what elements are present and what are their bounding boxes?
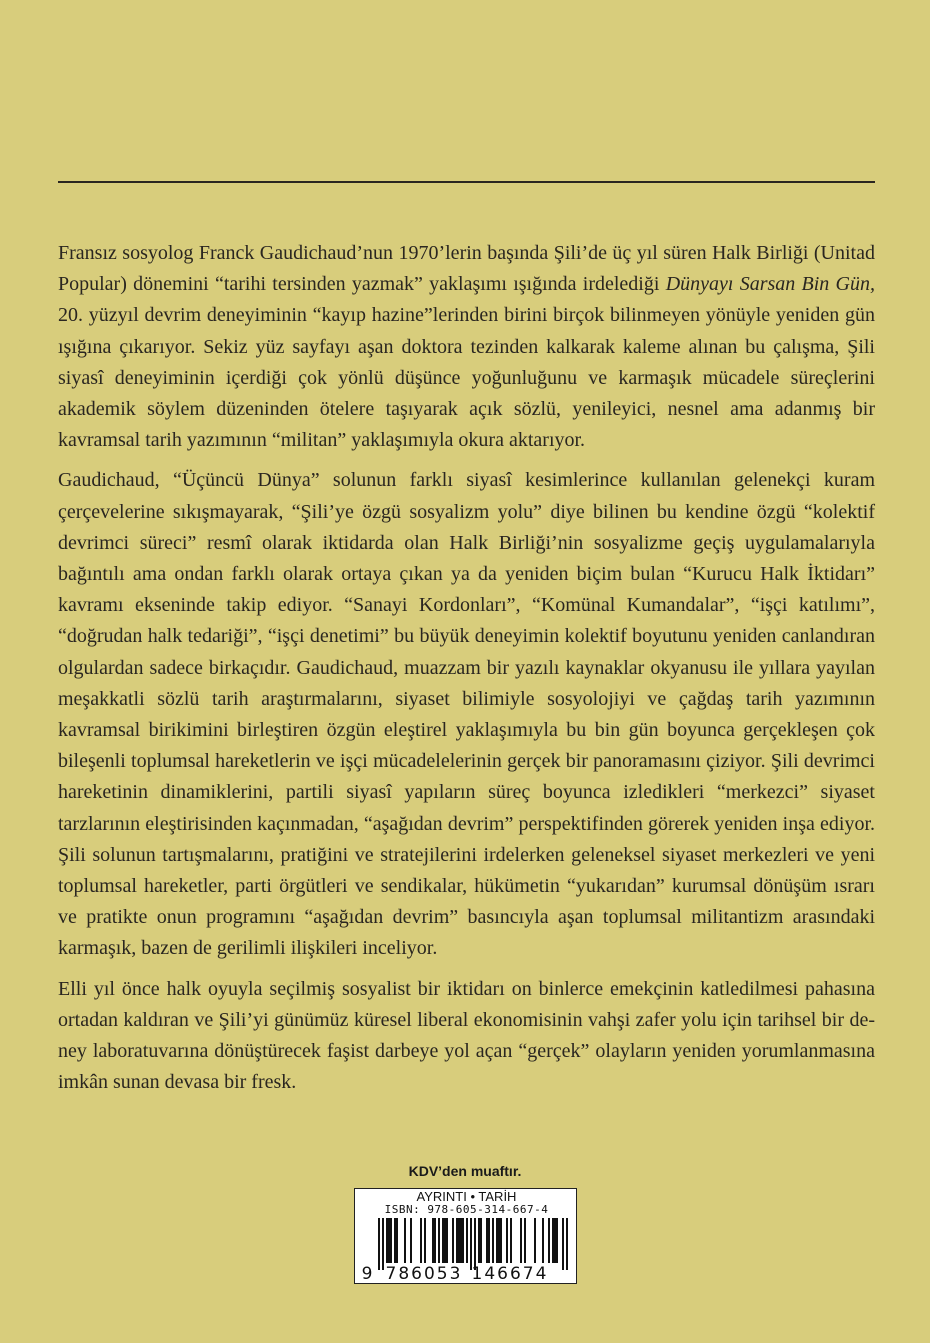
- barcode-bar: [444, 1218, 446, 1263]
- barcode-bar: [396, 1218, 398, 1263]
- blurb-paragraph-3: Elli yıl önce halk oyuyla seçilmiş sosyalist bir iktidarı on binlerce emekçinin katledilmesi pahasına ortadan kaldıran ve Şili’yi günümüz küresel liberal ekonomisinin vahşi zafer yolu için tarihsel bir deney laboratuvarına dönüştürecek faşist darbeye yol açan “gerçek” olayların yeniden yorumlanmasına imkân sunan devasa bir fresk.: [58, 977, 875, 1094]
- barcode-bar: [492, 1218, 494, 1263]
- barcode-bar: [382, 1218, 384, 1270]
- barcode-bar: [458, 1218, 460, 1263]
- top-divider-rule: [58, 181, 875, 183]
- ean13-barcode: [355, 1189, 578, 1285]
- barcode-bar: [438, 1218, 440, 1263]
- barcode-bar: [388, 1218, 390, 1263]
- barcode-bar: [394, 1218, 396, 1263]
- blurb-paragraph-1: [58, 238, 875, 456]
- barcode-bar: [420, 1218, 422, 1263]
- blurb-paragraph-2: Gaudichaud, “Üçüncü Dünya” solunun farklı siyasî kesimlerince kullanılan gelenekçi kuram çerçevelerine sıkışmayarak, “Şili’ye özgü sosyalizm yolu” diye bilinen bu kendine özgü “kolektif devrimci süreci” resmî olarak iktidarda olan Halk Birliği’nin sosyalizme geçiş uygulamalarıyla bağıntılı ama ondan farklı olarak ortaya çıkan ya da yeniden biçim bulan “Kurucu Halk İktidarı” kavramı ekseninde takip ediyor. “Sanayi Kordonları”, “Komünal Kumandalar”, “işçi katılımı”, “doğrudan halk tedariği”, “işçi denetimi” bu büyük deneyimin kolektif boyutunu yeniden canlandıran olgulardan sadece birkaçıdır. Gaudichaud, muazzam bir yazılı kaynaklar okyanusu ile yıllara yayılan meşakkatli sözlü tarih araştırmalarını, siyaset bilimiyle sosyolojiyi ve çağdaş tarih yazımının kavramsal birikimini birleştiren özgün eleştirel yaklaşımıyla bu bin gün boyunca gerçekleşen çok bileşenli toplumsal hareketlerin ve işçi mücadelelerinin gerçek bir panoramasını çiziyor. Şili devrimci hareketinin dinamiklerini, partili siyasî yapıların süreç boyunca izledikleri “merkezci” siyaset tarzlarının eleştirisinden kaçınmadan, “aşağıdan devrim” perspektifinden görerek yeniden inşa ediyor. Şili solunun tartışmalarını, pratiğini ve stratejilerini irdelerken geleneksel siyaset merkezleri ve yeni toplumsal hareketler, parti örgütleri ve sendikalar, hükümetin “yukarıdan” kurumsal dönüşüm ısrarı ve pratikte onun programını “aşağıdan devrim” basıncıyla aşan toplumsal militantizm arasındaki karmaşık, bazen de gerilimli ilişkileri inceliyor.: [58, 469, 875, 960]
- back-cover-blurb: [58, 238, 875, 1107]
- barcode-bar: [378, 1218, 380, 1270]
- barcode-bar: [480, 1218, 482, 1263]
- barcode-bars: [378, 1218, 568, 1270]
- barcode-bar: [524, 1218, 526, 1263]
- barcode-bar: [552, 1218, 554, 1263]
- barcode-bar: [424, 1218, 426, 1263]
- blurb-p1-rest: 20. yüzyıl devrim deneyiminin “kayıp hazine”lerinden birini birçok bilinmeyen yönüyle yeniden gün ışığına çıkarıyor. Sekiz yüz sayfayı aşan doktora tezinden kalkarak kaleme alınan bu çalışma, Şili siyasî deneyiminin içerdiği çok yönlü düşünce yoğunluğunu ve karmaşık mücadele süreçlerini akademik söylem düzeninden ötelere taşıyarak açık sözlü, yenileyici, nesnel ama adanmış bir kavramsal tarih yazımının “militan” yaklaşımıyla okura aktarıyor.: [58, 304, 875, 452]
- barcode-bar: [474, 1218, 476, 1270]
- publisher-series-label: AYRINTI • TARİH: [416, 1189, 517, 1204]
- barcode-bar: [548, 1218, 550, 1263]
- barcode-first-digit: 9: [361, 1264, 373, 1284]
- barcode-bar: [554, 1218, 556, 1263]
- barcode-bar: [470, 1218, 472, 1270]
- tax-exempt-note: KDV’den muaftır.: [408, 1163, 522, 1179]
- barcode-bar: [446, 1218, 448, 1263]
- barcode-bar: [466, 1218, 468, 1263]
- barcode-left-digits: 786053: [385, 1264, 463, 1284]
- barcode-bar: [452, 1218, 454, 1263]
- barcode-bar: [496, 1218, 498, 1263]
- barcode-bar: [386, 1218, 388, 1263]
- barcode-bar: [486, 1218, 488, 1263]
- isbn-label: ISBN: 978-605-314-667-4: [384, 1203, 549, 1216]
- barcode-bar: [434, 1218, 436, 1263]
- barcode-bar: [506, 1218, 508, 1263]
- barcode-bar: [566, 1218, 568, 1270]
- book-title-italic: Dünyayı Sarsan Bin Gün,: [665, 273, 875, 296]
- barcode-bar: [460, 1218, 462, 1263]
- barcode-bar: [404, 1218, 406, 1263]
- barcode-bar: [500, 1218, 502, 1263]
- barcode-bar: [456, 1218, 458, 1263]
- barcode-bar: [390, 1218, 392, 1263]
- barcode-bar: [488, 1218, 490, 1263]
- barcode-bar: [534, 1218, 536, 1263]
- barcode-bar: [442, 1218, 444, 1263]
- barcode-bar: [478, 1218, 480, 1263]
- barcode-bar: [520, 1218, 522, 1263]
- barcode-bar: [542, 1218, 544, 1263]
- barcode-bar: [498, 1218, 500, 1263]
- barcode-right-digits: 146674: [471, 1264, 549, 1284]
- barcode-bar: [510, 1218, 512, 1263]
- barcode-bar: [462, 1218, 464, 1263]
- barcode-bar: [432, 1218, 434, 1263]
- blurb-p1-intro: Fransız sosyolog Franck Gaudichaud’nun 1970’lerin başında Şili’de üç yıl süren Halk Birliği (Unitad Popular) dönemini “tarihi tersinden yazmak” yaklaşımı ışığında irdelediği: [58, 242, 875, 296]
- isbn-barcode-panel: [354, 1188, 577, 1284]
- barcode-bar: [410, 1218, 412, 1263]
- barcode-bar: [556, 1218, 558, 1263]
- barcode-bar: [562, 1218, 564, 1270]
